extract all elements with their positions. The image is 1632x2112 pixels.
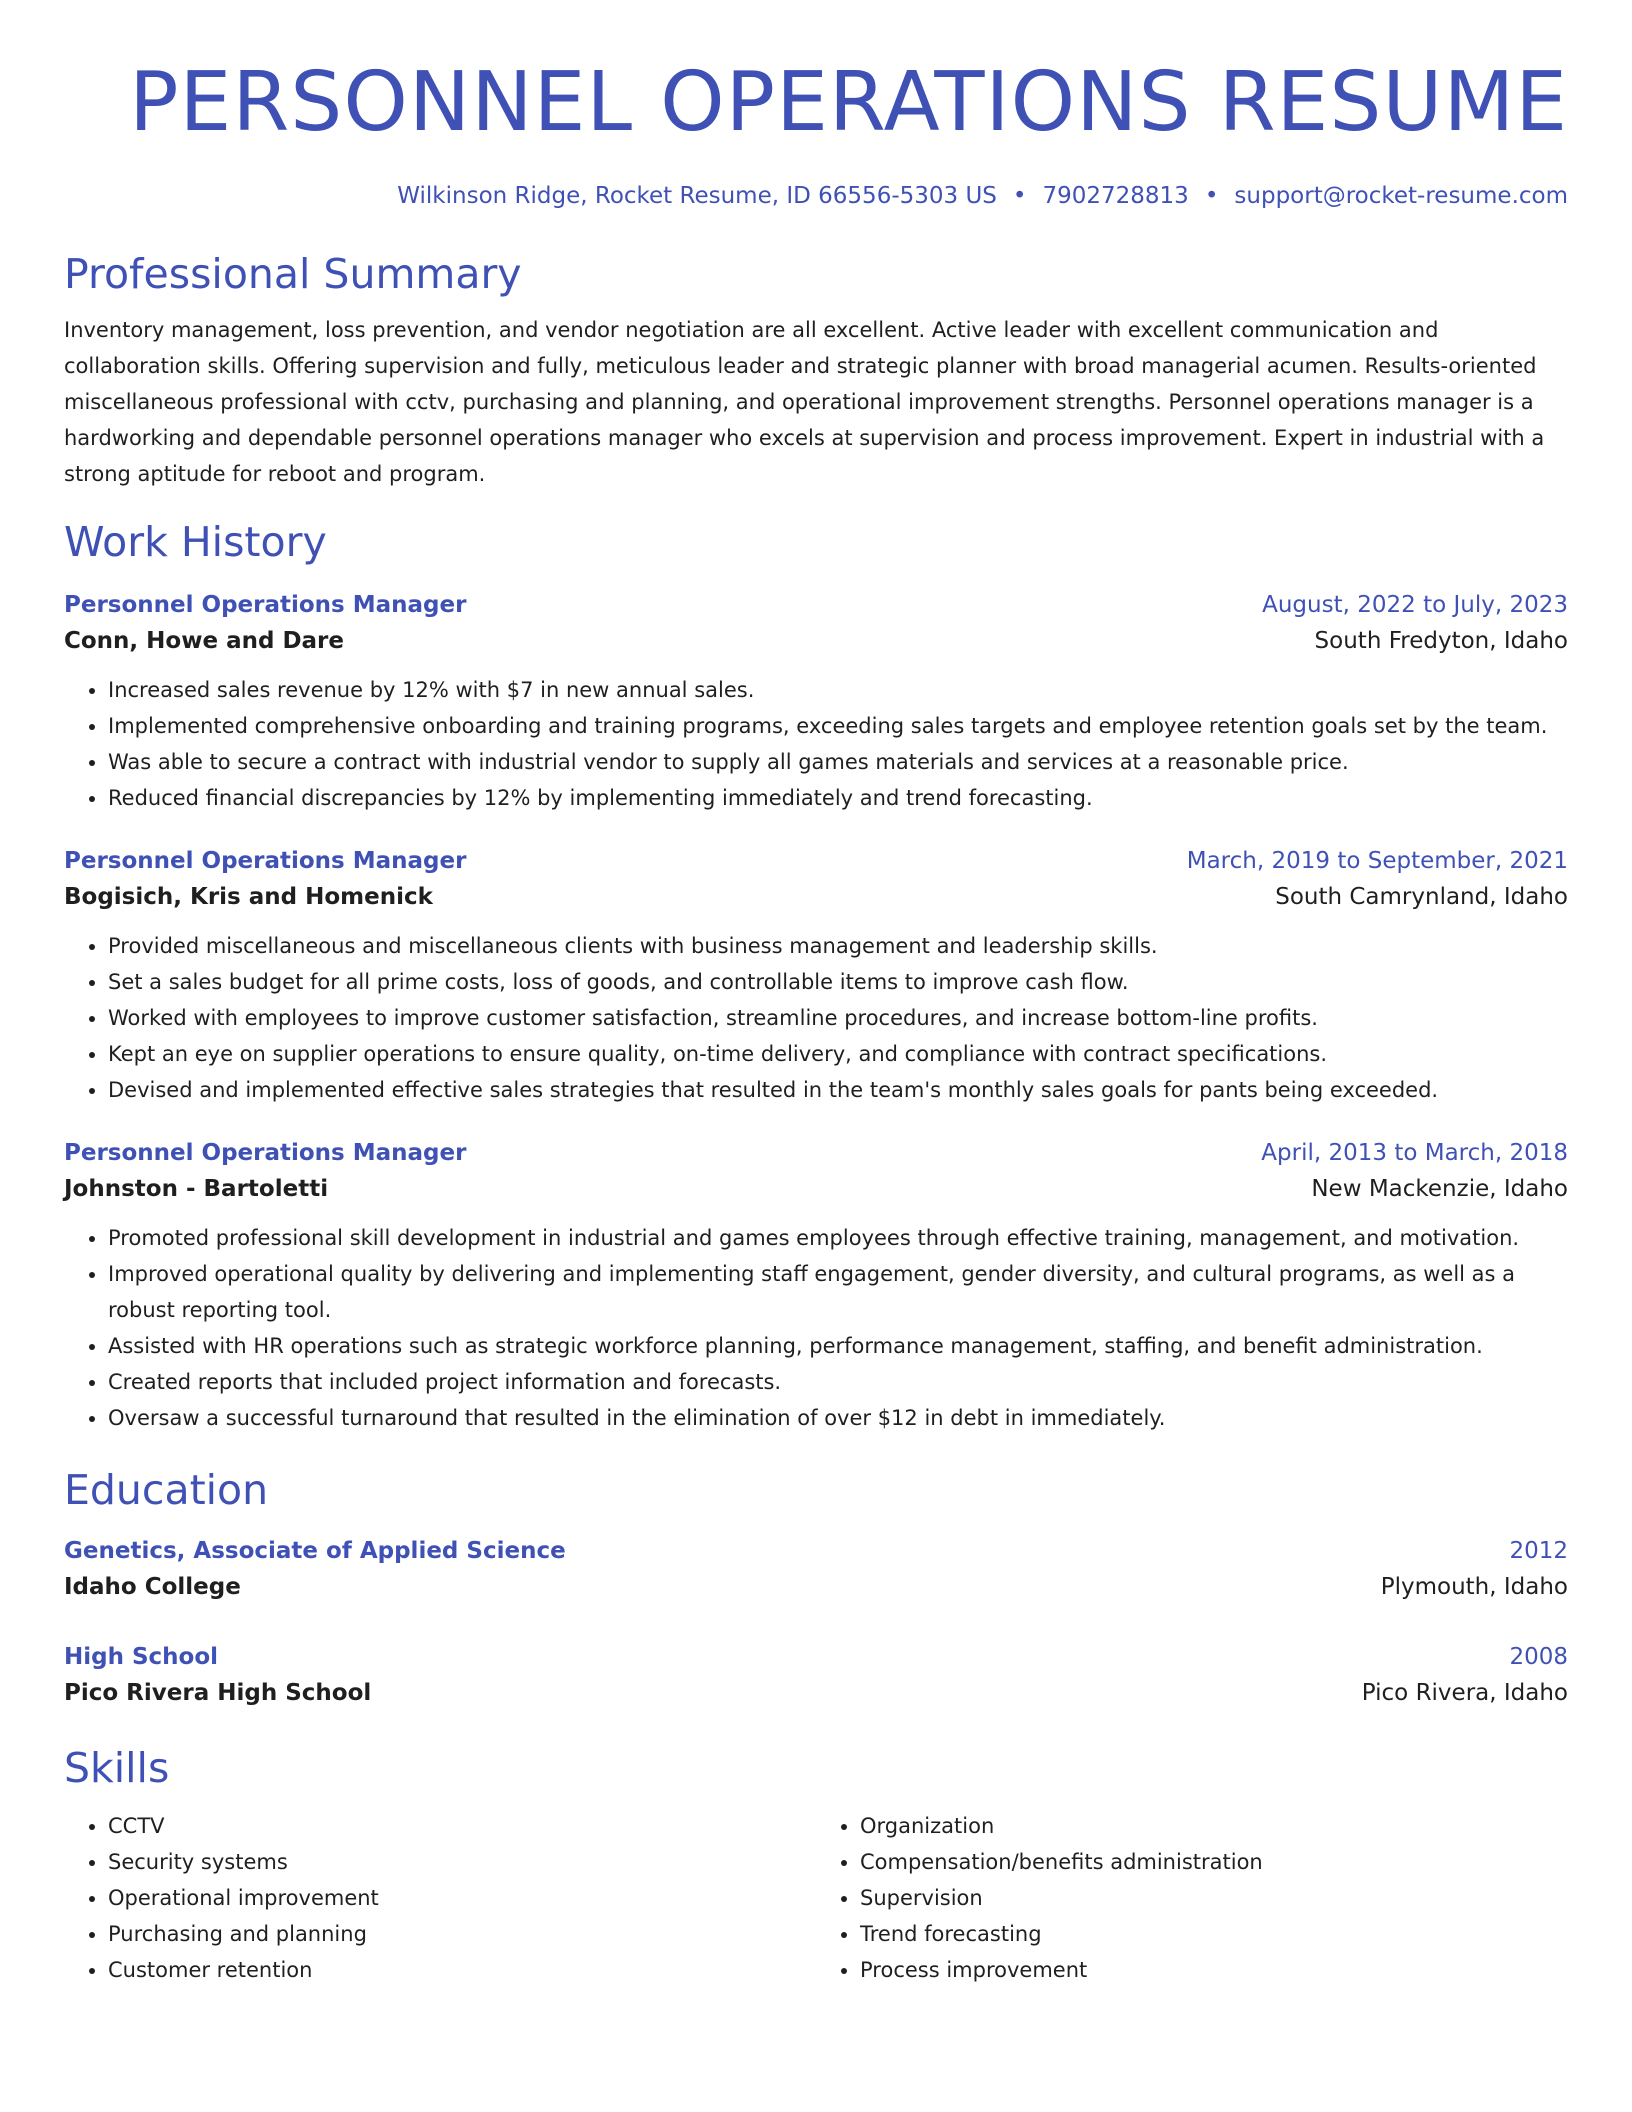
job-bullet: • Was able to secure a contract with industrial vendor to supply all games materials and services at a reasonable price.	[108, 744, 1568, 780]
job-bullet: • Devised and implemented effective sales strategies that resulted in the team's monthly sales goals for pants being exceeded.	[108, 1072, 1568, 1108]
skills-section	[64, 1742, 1568, 1988]
education-entry	[64, 1534, 1568, 1606]
job-bullet: • Kept an eye on supplier operations to ensure quality, on-time delivery, and compliance with contract specifications.	[108, 1036, 1568, 1072]
skill-item: • Compensation/benefits administration	[860, 1844, 1568, 1880]
skill-item: • Purchasing and planning	[108, 1916, 816, 1952]
job-bullet: • Assisted with HR operations such as strategic workforce planning, performance management, staffing, and benefit administration.	[108, 1328, 1568, 1364]
section-heading-education: Education	[64, 1466, 269, 1514]
job-title: Personnel Operations Manager	[64, 848, 467, 874]
skill-item: • Supervision	[860, 1880, 1568, 1916]
job-location: New Mackenzie, Idaho	[1311, 1176, 1568, 1202]
job-bullet: • Improved operational quality by delivering and implementing staff engagement, gender diversity, and cultural programs, as well as a robust reporting tool.	[108, 1256, 1568, 1328]
skill-item: • Process improvement	[860, 1952, 1568, 1988]
contact-address: Wilkinson Ridge, Rocket Resume, ID 66556-5303 US	[397, 183, 997, 209]
job-dates: April, 2013 to March, 2018	[1261, 1140, 1568, 1166]
resume-header	[64, 0, 1568, 212]
education-entry	[64, 1640, 1568, 1712]
skill-item: • Customer retention	[108, 1952, 816, 1988]
job-dates: March, 2019 to September, 2021	[1186, 848, 1568, 874]
skills-column-right	[816, 1808, 1568, 1988]
skills-column-left	[64, 1808, 816, 1988]
job-bullet: • Promoted professional skill development in industrial and games employees through effective training, management, and motivation.	[108, 1220, 1568, 1256]
job-bullets	[64, 928, 1568, 1108]
contact-phone[interactable]: 7902728813	[1042, 183, 1189, 209]
education-section	[64, 1464, 1568, 1712]
job-bullet: • Increased sales revenue by 12% with $7 in new annual sales.	[108, 672, 1568, 708]
education-location: Pico Rivera, Idaho	[1361, 1680, 1568, 1706]
job-company: Conn, Howe and Dare	[64, 628, 344, 654]
job-bullet: • Worked with employees to improve customer satisfaction, streamline procedures, and increase bottom-line profits.	[108, 1000, 1568, 1036]
job-dates: August, 2022 to July, 2023	[1262, 592, 1568, 618]
skill-item: • Trend forecasting	[860, 1916, 1568, 1952]
job-bullet: • Set a sales budget for all prime costs, loss of goods, and controllable items to improve cash flow.	[108, 964, 1568, 1000]
section-heading-summary: Professional Summary	[64, 250, 522, 298]
skill-item: • CCTV	[108, 1808, 816, 1844]
section-heading-work: Work History	[64, 518, 327, 566]
contact-separator: •	[1204, 183, 1219, 209]
job-entry	[64, 588, 1568, 816]
professional-summary-section	[64, 248, 1568, 492]
education-degree: High School	[64, 1644, 219, 1670]
job-bullets	[64, 1220, 1568, 1436]
skill-item: • Security systems	[108, 1844, 816, 1880]
contact-separator: •	[1012, 183, 1027, 209]
job-company: Bogisich, Kris and Homenick	[64, 884, 433, 910]
summary-text: Inventory management, loss prevention, and vendor negotiation are all excellent. Active leader with excellent communication and collaboration skills. Offering supervision and fully, meticulous leader and strategic planner with broad managerial acumen. Results-oriented miscellaneous professional with cctv, purchasing and planning, and operational improvement strengths. Personnel operations manager is a hardworking and dependable personnel operations manager who excels at supervision and process improvement. Expert in industrial with a strong aptitude for reboot and program.	[64, 318, 1545, 486]
section-heading-skills: Skills	[64, 1744, 170, 1792]
job-bullet: • Oversaw a successful turnaround that resulted in the elimination of over $12 in debt in immediately.	[108, 1400, 1568, 1436]
skill-item: • Operational improvement	[108, 1880, 816, 1916]
education-school: Idaho College	[64, 1574, 241, 1600]
job-title: Personnel Operations Manager	[64, 1140, 467, 1166]
education-year: 2008	[1509, 1644, 1568, 1670]
education-location: Plymouth, Idaho	[1380, 1574, 1568, 1600]
contact-line	[64, 180, 1568, 212]
skill-item: • Organization	[860, 1808, 1568, 1844]
job-bullet: • Implemented comprehensive onboarding and training programs, exceeding sales targets and employee retention goals set by the team.	[108, 708, 1568, 744]
education-year: 2012	[1509, 1538, 1568, 1564]
contact-email[interactable]: support@rocket-resume.com	[1234, 183, 1568, 209]
skills-grid	[64, 1808, 1568, 1988]
job-title: Personnel Operations Manager	[64, 592, 467, 618]
job-bullet: • Reduced financial discrepancies by 12% by implementing immediately and trend forecasting.	[108, 780, 1568, 816]
job-bullet: • Provided miscellaneous and miscellaneous clients with business management and leadership skills.	[108, 928, 1568, 964]
work-history-section	[64, 516, 1568, 1436]
job-bullets	[64, 672, 1568, 816]
job-bullet: • Created reports that included project information and forecasts.	[108, 1364, 1568, 1400]
job-entry	[64, 1136, 1568, 1436]
job-company: Johnston - Bartoletti	[64, 1176, 329, 1202]
job-entry	[64, 844, 1568, 1108]
education-school: Pico Rivera High School	[64, 1680, 372, 1706]
education-degree: Genetics, Associate of Applied Science	[64, 1538, 566, 1564]
resume-title: PERSONNEL OPERATIONS RESUME	[129, 55, 1568, 150]
job-location: South Fredyton, Idaho	[1314, 628, 1568, 654]
job-location: South Camrynland, Idaho	[1275, 884, 1568, 910]
